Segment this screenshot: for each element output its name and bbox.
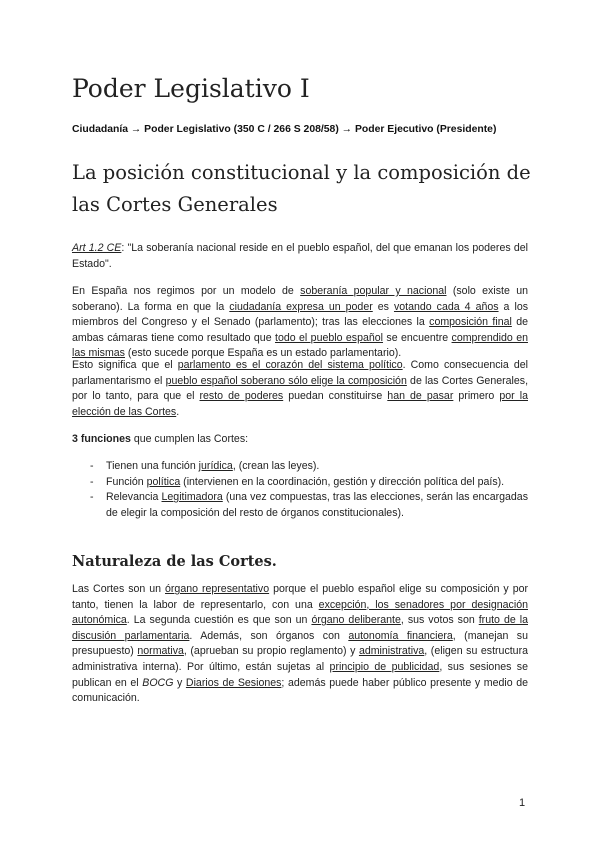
underlined-text: jurídica: [198, 460, 233, 472]
text: , (eligen su estructura administrativa interna). Por último, están sujetas al: [72, 645, 528, 673]
underlined-text: composición final: [429, 316, 512, 329]
functions-list: [72, 459, 528, 521]
text: porque el pueblo español elige su composición y por tanto, tienen la labor de representarlo, con una: [72, 583, 529, 611]
text: (intervienen en la coordinación, gestión y dirección política del país).: [180, 475, 505, 488]
text: que cumplen las Cortes:: [130, 433, 249, 445]
list-dash: -: [90, 491, 94, 504]
quote-text: : "La soberanía nacional reside en el pueblo español, del que emanan los poderes del Estado".: [72, 242, 528, 270]
paragraph-parliament: [72, 358, 528, 420]
underlined-text: pueblo español soberano sólo elige la composición: [165, 374, 407, 387]
paragraph-sovereignty: [72, 284, 528, 362]
text: se encuentre: [383, 331, 452, 344]
text: (esto sucede porque España es un estado parlamentario).: [124, 347, 402, 360]
underlined-text: votando cada 4 años: [393, 300, 499, 313]
paragraph-nature: [72, 582, 528, 707]
bold-text: 3 funciones: [72, 433, 131, 445]
text: Relevancia: [106, 491, 162, 504]
underlined-text: resto de poderes: [199, 390, 284, 403]
text: , sus votos son: [400, 614, 479, 627]
list-item: [72, 459, 528, 475]
text: (una vez compuestas, tras las elecciones, serán las encargadas de elegir la composición del resto de órganos constitucionales).: [106, 491, 528, 519]
text: , (crean las leyes).: [232, 460, 320, 472]
underlined-text: excepción, los senadores por designación autonómica: [72, 598, 528, 627]
underlined-text: órgano deliberante: [311, 614, 401, 627]
italic-text: BOCG: [142, 676, 174, 689]
text: . La segunda cuestión es que son un: [126, 614, 312, 627]
functions-intro: [72, 432, 528, 448]
text: es: [372, 300, 394, 313]
underlined-text: política: [146, 475, 181, 488]
underlined-text: comprendido en las mismas: [72, 331, 528, 360]
text: primero: [453, 390, 500, 403]
list-dash: -: [90, 460, 94, 472]
text: Esto significa que el: [72, 359, 178, 371]
text: Tienen una función: [106, 460, 199, 472]
constitution-quote: [72, 241, 528, 272]
article-reference: Art 1.2 CE: [72, 242, 122, 254]
underlined-text: principio de publicidad: [329, 660, 440, 673]
text: . Además, son órganos con: [189, 629, 349, 642]
text: .: [176, 405, 180, 418]
underlined-text: normativa: [137, 645, 184, 658]
section-heading-position: La posición constitucional y la composición de las Cortes Generales: [72, 161, 531, 216]
list-item: [72, 490, 528, 521]
underlined-text: fruto de la discusión parlamentaria: [72, 614, 528, 642]
underlined-text: administrativa: [358, 645, 425, 658]
underlined-text: Diarios de Sesiones: [185, 676, 282, 689]
underlined-text: Legitimadora: [161, 491, 223, 504]
section-heading-nature: Naturaleza de las Cortes.: [72, 553, 277, 570]
text: , (manejan su presupuesto): [72, 629, 528, 658]
text: de las Cortes Generales, por lo tanto, para que el: [72, 374, 529, 403]
text: . Como consecuencia del parlamentarismo el: [72, 359, 528, 387]
underlined-text: ciudadanía expresa un poder: [229, 300, 373, 313]
text: , (aprueban su propio reglamento) y: [183, 645, 359, 658]
list-dash: -: [90, 475, 94, 488]
text: de ambas cámaras tiene como resultado que: [72, 316, 528, 344]
text: En España nos regimos por un modelo de: [72, 285, 301, 297]
list-item: [72, 475, 528, 491]
subtitle-flow: Ciudadanía → Poder Legislativo (350 C / 266 S 208/58) → Poder Ejecutivo (Presidente): [72, 124, 497, 135]
underlined-text: por la elección de las Cortes: [72, 390, 528, 418]
text: puedan constituirse: [283, 390, 388, 403]
text: Las Cortes son un: [72, 583, 166, 595]
text: a los miembros del Congreso y el Senado (parlamento); tras las elecciones la: [72, 300, 529, 329]
text: , sus sesiones se publican en el: [72, 660, 529, 689]
text: ; además puede haber público presente y medio de comunicación.: [72, 676, 529, 705]
underlined-text: órgano representativo: [165, 583, 270, 595]
underlined-text: todo el pueblo español: [275, 331, 384, 344]
underlined-text: autonomía financiera: [348, 629, 453, 642]
text: Función: [106, 475, 147, 488]
underlined-text: parlamento es el corazón del sistema político: [177, 359, 403, 371]
text: y: [173, 676, 186, 689]
underlined-text: soberanía popular y nacional: [300, 285, 447, 297]
text: (solo existe un soberano). La forma en que la: [72, 285, 528, 313]
underlined-text: han de pasar: [387, 390, 454, 403]
page-number: 1: [519, 797, 526, 809]
page-title: Poder Legislativo I: [72, 74, 310, 103]
